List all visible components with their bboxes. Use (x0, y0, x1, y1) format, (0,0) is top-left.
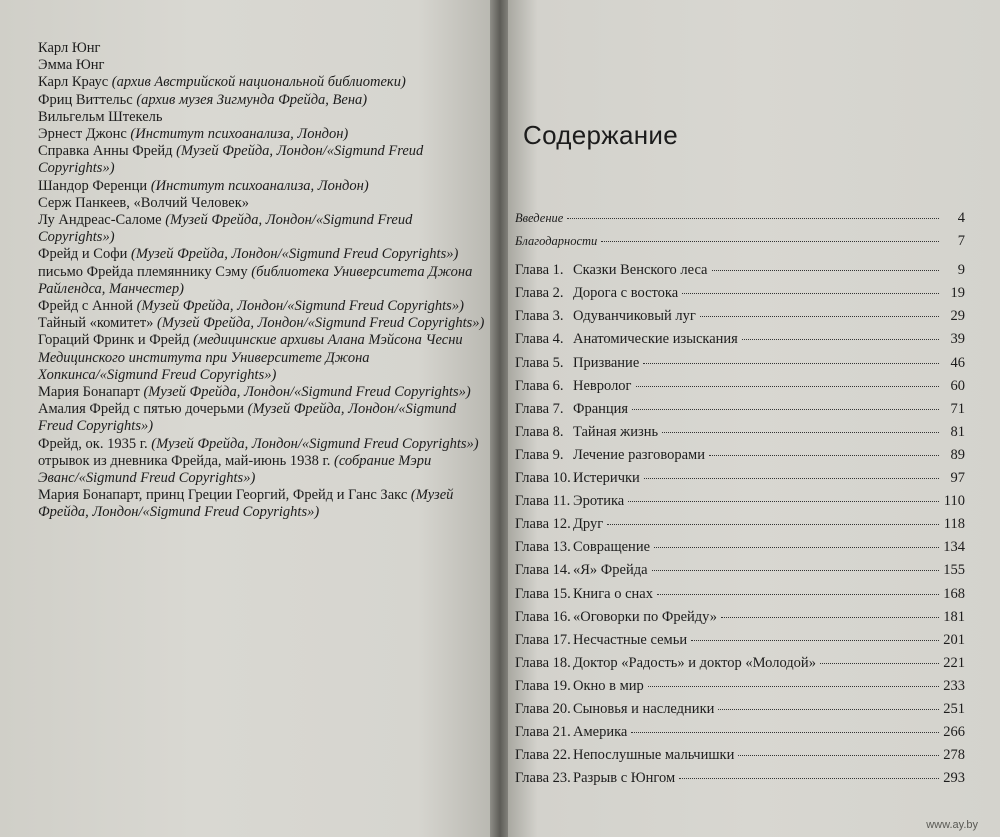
toc-page-number: 46 (950, 354, 965, 371)
toc-chapter-entry (515, 401, 965, 424)
toc-chapter-number: Глава 6. (515, 377, 564, 394)
table-of-contents (515, 210, 965, 793)
credit-entry (38, 315, 488, 332)
toc-chapter-title: Тайная жизнь (573, 423, 659, 440)
toc-page-number: 110 (943, 493, 965, 510)
toc-page-number: 97 (950, 470, 965, 487)
toc-chapter-entry (515, 586, 965, 609)
leader-dots (718, 709, 939, 710)
toc-page-number: 155 (943, 562, 965, 579)
toc-chapter-title: Анатомические изыскания (573, 331, 738, 348)
toc-chapter-number: Глава 18. (515, 654, 571, 671)
photo-credits-list (38, 40, 488, 522)
toc-chapter-number: Глава 15. (515, 585, 571, 602)
toc-page-number: 4 (957, 210, 965, 226)
credit-name: Мария Бонапарт, принц Греции Георгий, Фрейд и Ганс Закс (38, 487, 408, 504)
leader-dots (712, 270, 940, 271)
credit-source: (архив музея Зигмунда Фрейда, Вена) (136, 91, 368, 108)
toc-chapter-title: Невролог (573, 377, 632, 394)
credit-entry (38, 401, 488, 435)
toc-chapter-entry (515, 285, 965, 308)
credit-source: (Музей Фрейда, Лондон/«Sigmund Freud Copyrights») (38, 487, 454, 521)
credit-source: (библиотека Университета Джона Райлендса, Манчестер) (38, 263, 473, 297)
toc-chapter-entry (515, 424, 965, 447)
toc-chapter-title: Эротика (573, 493, 625, 510)
credit-name: Фрейд и Софи (38, 246, 128, 263)
toc-chapter-number: Глава 23. (515, 770, 571, 787)
leader-dots (631, 732, 939, 733)
toc-page-number: 71 (950, 400, 965, 417)
toc-page-number: 181 (943, 608, 965, 625)
credit-name: письмо Фрейда племяннику Сэму (38, 263, 248, 280)
toc-chapter-number: Глава 9. (515, 446, 564, 463)
toc-chapter-title: Одуванчиковый луг (573, 308, 696, 325)
credit-entry (38, 332, 488, 384)
credit-entry (38, 126, 488, 143)
toc-chapter-title: Истерички (573, 470, 640, 487)
credit-name: Карл Юнг (38, 40, 101, 56)
toc-chapter-number: Глава 8. (515, 423, 564, 440)
toc-chapter-entry (515, 308, 965, 331)
toc-chapter-title: Непослушные мальчишки (573, 747, 735, 764)
toc-page-number: 118 (943, 516, 965, 533)
credit-name: Серж Панкеев, «Волчий Человек» (38, 194, 249, 211)
toc-chapter-number: Глава 4. (515, 331, 564, 348)
credit-name: Лу Андреас-Саломе (38, 212, 162, 229)
toc-chapter-entry (515, 378, 965, 401)
toc-chapter-entry (515, 724, 965, 747)
toc-chapter-number: Глава 17. (515, 631, 571, 648)
toc-chapter-title: Совращение (573, 539, 651, 556)
leader-dots (628, 501, 939, 502)
credit-entry (38, 453, 488, 487)
toc-chapter-title: Разрыв с Юнгом (573, 770, 676, 787)
credit-entry (38, 212, 488, 246)
toc-page-number: 29 (950, 308, 965, 325)
leader-dots (721, 617, 939, 618)
leader-dots (742, 339, 939, 340)
toc-chapter-entry (515, 632, 965, 655)
credit-entry (38, 74, 488, 91)
credit-entry (38, 92, 488, 109)
toc-chapter-title: Доктор «Радость» и доктор «Молодой» (573, 654, 816, 671)
toc-page-number: 9 (957, 262, 965, 279)
credit-entry (38, 109, 488, 126)
credit-name: Фрейд, ок. 1935 г. (38, 435, 148, 452)
toc-chapter-entry (515, 678, 965, 701)
credit-name: Фрейд с Анной (38, 298, 133, 315)
credit-name: Мария Бонапарт (38, 384, 140, 401)
credit-entry (38, 487, 488, 521)
toc-chapter-title: Несчастные семьи (573, 631, 688, 648)
toc-chapter-number: Глава 12. (515, 516, 571, 533)
toc-page-number: 221 (943, 654, 965, 671)
toc-chapter-entry (515, 470, 965, 493)
credit-source: (Музей Фрейда, Лондон/«Sigmund Freud Copyrights») (143, 384, 471, 401)
credit-source: (Музей Фрейда, Лондон/«Sigmund Freud Copyrights») (136, 298, 464, 315)
credit-entry (38, 264, 488, 298)
toc-chapter-number: Глава 14. (515, 562, 571, 579)
toc-page-number: 60 (950, 377, 965, 394)
leader-dots (820, 663, 939, 664)
credit-source: (Музей Фрейда, Лондон/«Sigmund Freud Copyrights») (131, 246, 459, 263)
credit-entry (38, 436, 488, 453)
credit-name: Шандор Ференци (38, 177, 148, 194)
book-gutter (490, 0, 510, 837)
credit-source: (Институт психоанализа, Лондон) (150, 177, 369, 194)
toc-page-number: 19 (950, 285, 965, 302)
toc-chapter-number: Глава 7. (515, 400, 564, 417)
toc-chapter-entry (515, 562, 965, 585)
toc-chapter-number: Глава 5. (515, 354, 564, 371)
leader-dots (738, 755, 939, 756)
toc-chapter-title: Лечение разговорами (573, 446, 705, 463)
leader-dots (652, 570, 939, 571)
credit-source: (Музей Фрейда, Лондон/«Sigmund Freud Copyrights») (157, 315, 485, 332)
toc-chapter-entry (515, 493, 965, 516)
credit-source: (Музей Фрейда, Лондон/«Sigmund Freud Copyrights») (38, 143, 424, 177)
toc-page-number: 81 (950, 423, 965, 440)
toc-chapter-entry (515, 701, 965, 724)
credit-source: (Музей Фрейда, Лондон/«Sigmund Freud Copyrights») (151, 435, 479, 452)
leader-dots (700, 316, 939, 317)
credit-name: Вильгельм Штекель (38, 108, 163, 125)
toc-page-number: 201 (943, 631, 965, 648)
leader-dots (643, 363, 939, 364)
toc-chapter-entry (515, 539, 965, 562)
toc-front-entry (515, 233, 965, 256)
leader-dots (632, 409, 939, 410)
credit-entry (38, 298, 488, 315)
toc-chapter-entry (515, 609, 965, 632)
credit-entry (38, 246, 488, 263)
credit-name: отрывок из дневника Фрейда, май-июнь 1938 г. (38, 452, 331, 469)
toc-chapter-number: Глава 3. (515, 308, 564, 325)
toc-chapter-number: Глава 11. (515, 493, 571, 510)
toc-chapter-number: Глава 20. (515, 700, 571, 717)
credit-source: (архив Австрийской национальной библиотеки) (111, 74, 406, 91)
toc-title: Содержание (523, 120, 678, 150)
credit-entry (38, 195, 488, 212)
toc-chapter-entry (515, 331, 965, 354)
toc-chapter-title: Сыновья и наследники (573, 700, 715, 717)
toc-page-number: 168 (943, 585, 965, 602)
toc-chapter-title: Дорога с востока (573, 285, 679, 302)
toc-chapter-title: Книга о снах (573, 585, 653, 602)
toc-chapter-entry (515, 262, 965, 285)
toc-page-number: 39 (950, 331, 965, 348)
leader-dots (709, 455, 939, 456)
left-page (0, 0, 492, 837)
credit-name: Амалия Фрейд с пятью дочерьми (38, 401, 244, 418)
credit-name: Эмма Юнг (38, 57, 105, 74)
leader-dots (691, 640, 939, 641)
credit-name: Гораций Фринк и Фрейд (38, 332, 190, 349)
leader-dots (648, 686, 939, 687)
toc-chapter-title: Призвание (573, 354, 640, 371)
toc-chapter-number: Глава 1. (515, 262, 564, 279)
toc-chapter-title: Франция (573, 400, 629, 417)
toc-chapter-number: Глава 16. (515, 608, 571, 625)
toc-front-label: Благодарности (515, 234, 598, 249)
toc-chapter-number: Глава 10. (515, 470, 571, 487)
toc-chapter-title: Сказки Венского леса (573, 262, 708, 279)
credit-entry (38, 57, 488, 74)
toc-chapter-title: Друг (573, 516, 604, 533)
credit-source: (Институт психоанализа, Лондон) (130, 126, 349, 143)
toc-page-number: 251 (943, 700, 965, 717)
leader-dots (662, 432, 939, 433)
credit-source: (Музей Фрейда, Лондон/«Sigmund Freud Copyrights») (38, 212, 413, 246)
credit-source: (медицинские архивы Алана Мэйсона Чесни Медицинского института при Университете Джона Хопкинса/«Sigmund Freud Copyrights») (38, 332, 463, 383)
credit-entry (38, 384, 488, 401)
leader-dots (607, 524, 939, 525)
toc-chapter-entry (515, 655, 965, 678)
leader-dots (644, 478, 939, 479)
toc-page-number: 134 (943, 539, 965, 556)
credit-source: (Музей Фрейда, Лондон/«Sigmund Freud Copyrights») (38, 401, 457, 435)
credit-name: Фриц Виттельс (38, 91, 133, 108)
leader-dots (567, 218, 939, 219)
credit-name: Тайный «комитет» (38, 315, 154, 332)
toc-chapter-entry (515, 355, 965, 378)
toc-front-label: Введение (515, 211, 564, 225)
toc-chapter-entry (515, 747, 965, 770)
toc-chapter-number: Глава 21. (515, 724, 571, 741)
credit-source: (собрание Мэри Эванс/«Sigmund Freud Copyrights») (38, 452, 432, 487)
toc-chapter-number: Глава 2. (515, 285, 564, 302)
watermark: www.ay.by (926, 819, 978, 831)
credit-name: Эрнест Джонс (38, 126, 127, 143)
toc-chapter-entry (515, 447, 965, 470)
toc-chapter-title: Окно в мир (573, 677, 644, 694)
credit-name: Справка Анны Фрейд (38, 143, 173, 160)
leader-dots (657, 594, 939, 595)
toc-chapter-entry (515, 516, 965, 539)
credit-entry (38, 143, 488, 177)
toc-chapter-title: Америка (573, 724, 628, 741)
leader-dots (679, 778, 939, 779)
toc-front-entry (515, 210, 965, 233)
toc-page-number: 293 (943, 770, 965, 787)
toc-chapter-title: «Я» Фрейда (573, 562, 648, 579)
toc-page-number: 278 (943, 747, 965, 764)
leader-dots (654, 547, 939, 548)
leader-dots (601, 241, 939, 242)
toc-chapter-number: Глава 19. (515, 677, 571, 694)
leader-dots (682, 293, 939, 294)
toc-chapter-number: Глава 13. (515, 539, 571, 556)
credit-entry (38, 178, 488, 195)
toc-chapter-entry (515, 770, 965, 793)
credit-entry (38, 40, 488, 57)
toc-page-number: 7 (957, 233, 965, 250)
leader-dots (636, 386, 940, 387)
toc-page-number: 266 (943, 724, 965, 741)
toc-page-number: 233 (943, 677, 965, 694)
toc-page-number: 89 (950, 446, 965, 463)
toc-chapter-title: «Оговорки по Фрейду» (573, 608, 718, 625)
credit-name: Карл Краус (38, 74, 109, 91)
toc-chapter-number: Глава 22. (515, 747, 571, 764)
